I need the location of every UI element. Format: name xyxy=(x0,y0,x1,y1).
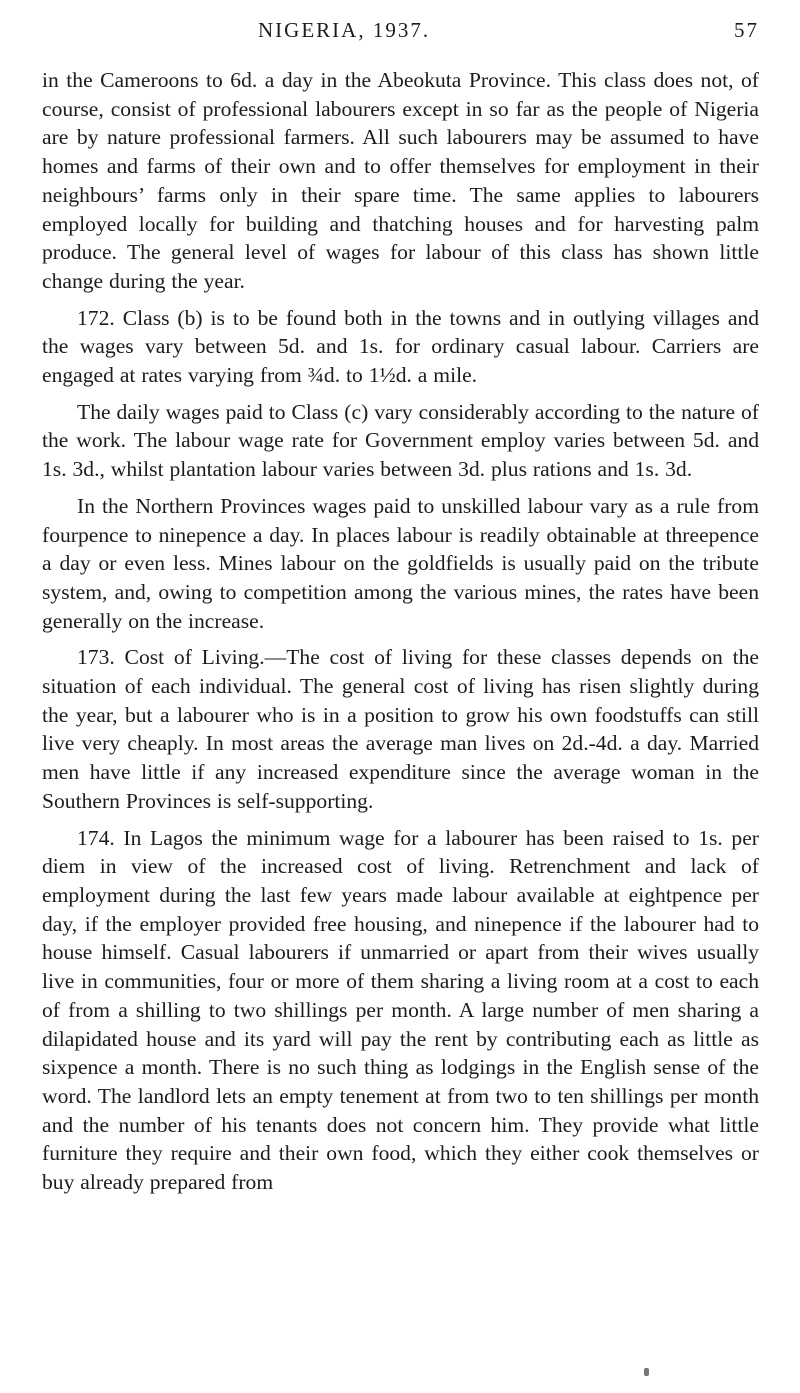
paragraph-172: 172. Class (b) is to be found both in the towns and in outlying villages and the wages vary between 5d. and 1s. for ordinary casual labour. Carriers are engaged at rates varying from ¾d. to 1½d. a mile. xyxy=(42,305,759,388)
paragraph-continued: in the Cameroons to 6d. a day in the Abeokuta Province. This class does not, of course, consist of professional labourers except in so far as the people of Nigeria are by nature professional farmers. All such labourers may be assumed to have homes and farms of their own and to offer themselves for employment in their neighbours’ farms only in their spare time. The same applies to labourers employed locally for building and thatching houses and for harvesting palm produce. The general level of wages for labour of this class has shown little change during the year. xyxy=(42,68,759,293)
body-text xyxy=(42,66,759,1197)
paragraph-class-c-wages: The daily wages paid to Class (c) vary considerably according to the nature of the work. The labour wage rate for Government employ varies between 5d. and 1s. 3d., whilst plantation labour varies between 3d. plus rations and 1s. 3d. xyxy=(42,399,759,482)
paragraph-174-lagos: 174. In Lagos the minimum wage for a labourer has been raised to 1s. per diem in view of the increased cost of living. Retrenchment and lack of employment during the last few years made labour available at eightpence per day, if the employer provided free housing, and ninepence if the labourer had to house himself. Casual labourers if unmarried or apart from their wives usually live in communities, four or more of them sharing a living room at a cost to each of from a shilling to two shillings per month. A large number of men sharing a dilapidated house and its yard will pay the rent by contributing each as little as sixpence a month. There is no such thing as lodgings in the English sense of the word. The landlord lets an empty tenement at from two to ten shillings per month and the number of his tenants does not concern him. They provide what little furniture they require and their own food, which they either cook themselves or buy already prepared from xyxy=(42,825,759,1195)
running-title: NIGERIA, 1937. xyxy=(258,18,431,42)
paragraph-173-cost-of-living: 173. Cost of Living.—The cost of living for these classes depends on the situation of each individual. The general cost of living has risen slightly during the year, but a labourer who is in a position to grow his own foodstuffs can still live very cheaply. In most areas the average man lives on 2d.-4d. a day. Married men have little if any increased expenditure since the average woman in the Southern Provinces is self-supporting. xyxy=(42,645,759,813)
print-smudge xyxy=(644,1368,649,1376)
paragraph-northern-provinces: In the Northern Provinces wages paid to unskilled labour vary as a rule from fourpence to ninepence a day. In places labour is readily obtainable at threepence a day or even less. Mines labour on the goldfields is usually paid on the tribute system, and, owing to competition among the various mines, the rates have been generally on the increase. xyxy=(42,493,759,633)
page-number: 57 xyxy=(734,18,759,42)
